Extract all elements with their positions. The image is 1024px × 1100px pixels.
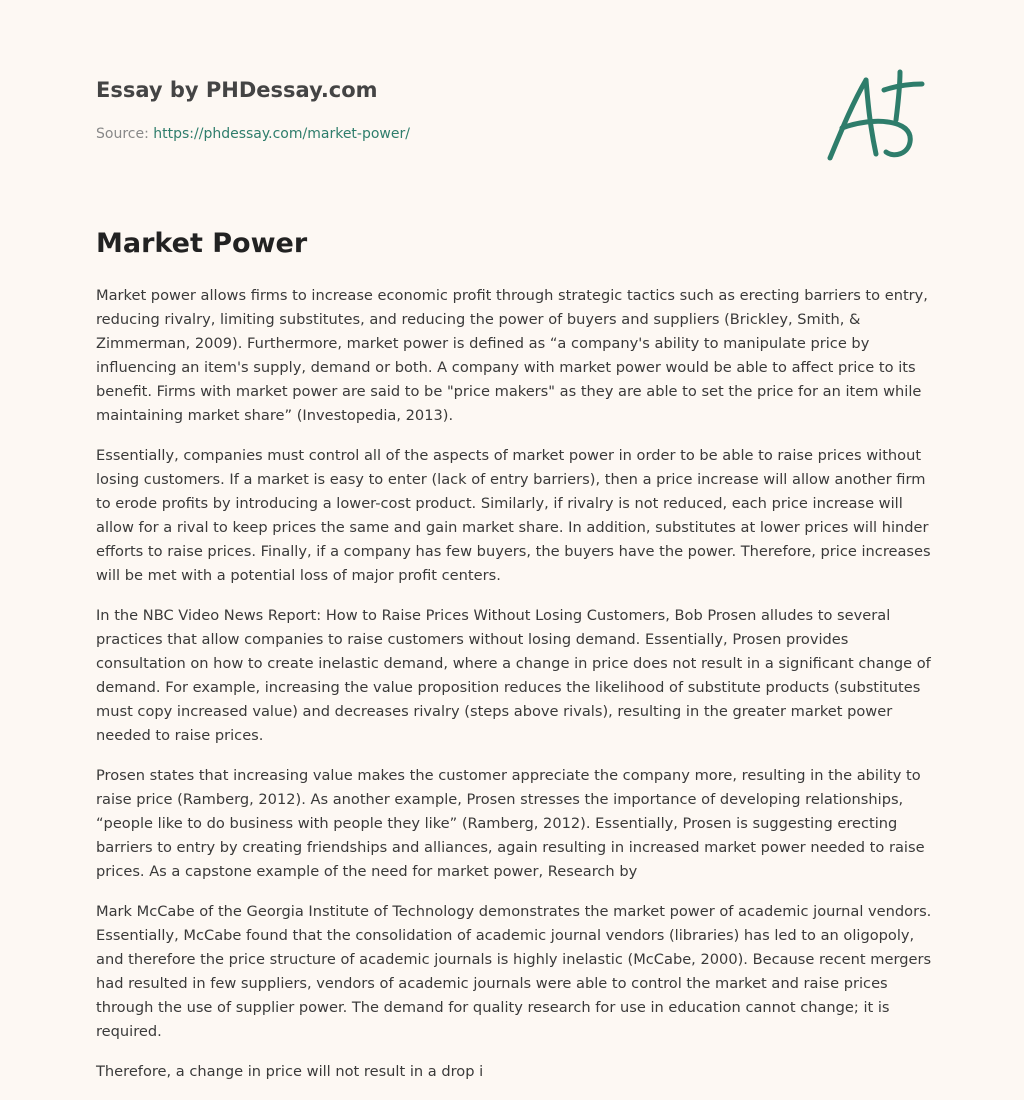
paragraph: In the NBC Video News Report: How to Raise Prices Without Losing Customers, Bob Prosen alludes to several practices that allow companies to raise customers without losing demand. Essentially, Prosen provides consultation on how to create inelastic demand, where a change in price does not result in a significant change of demand. For example, increasing the value proposition reduces the likelihood of substitute products (substitutes must copy increased value) and decreases rivalry (steps above rivals), resulting in the greater market power needed to raise prices. xyxy=(96,607,931,744)
site-title: Essay by PHDessay.com xyxy=(96,78,378,102)
paragraph: Market power allows firms to increase economic profit through strategic tactics such as erecting barriers to entry, reducing rivalry, limiting substitutes, and reducing the power of buyers and suppliers (Brickley, Smith, & Zimmerman, 2009). Furthermore, market power is defined as “a company's ability to manipulate price by influencing an item's supply, demand or both. A company with market power would be able to affect price to its benefit. Firms with market power are said to be "price makers" as they are able to set the price for an item while maintaining market share” (Investopedia, 2013). xyxy=(96,287,928,424)
page-header xyxy=(96,76,796,144)
a-plus-logo xyxy=(818,64,928,168)
source-label: Source: xyxy=(96,126,149,142)
article-body xyxy=(96,284,934,1100)
paragraph: Prosen states that increasing value makes the customer appreciate the company more, resulting in the ability to raise price (Ramberg, 2012). As another example, Prosen stresses the importance of developing relationships, “people like to do business with people they like” (Ramberg, 2012). Essentially, Prosen is suggesting erecting barriers to entry by creating friendships and alliances, again resulting in increased market power needed to raise prices. As a capstone example of the need for market power, Research by xyxy=(96,767,925,880)
paragraph: Therefore, a change in price will not result in a drop i xyxy=(96,1063,484,1080)
paragraph: Mark McCabe of the Georgia Institute of Technology demonstrates the market power of academic journal vendors. Essentially, McCabe found that the consolidation of academic journal vendors (libraries) has led to an oligopoly, and therefore the price structure of academic journals is highly inelastic (McCabe, 2000). Because recent mergers had resulted in few suppliers, vendors of academic journals were able to control the market and raise prices through the use of supplier power. The demand for quality research for use in education cannot change; it is required. xyxy=(96,903,932,1040)
source-line xyxy=(96,124,796,144)
a-plus-logo-icon xyxy=(818,64,928,168)
article-title: Market Power xyxy=(96,228,308,259)
paragraph: Essentially, companies must control all of the aspects of market power in order to be able to raise prices without losing customers. If a market is easy to enter (lack of entry barriers), then a price increase will allow another firm to erode profits by introducing a lower-cost product. Similarly, if rivalry is not reduced, each price increase will allow for a rival to keep prices the same and gain market share. In addition, substitutes at lower prices will hinder efforts to raise prices. Finally, if a company has few buyers, the buyers have the power. Therefore, price increases will be met with a potential loss of major profit centers. xyxy=(96,447,931,584)
source-link[interactable]: https://phdessay.com/market-power/ xyxy=(153,126,410,142)
